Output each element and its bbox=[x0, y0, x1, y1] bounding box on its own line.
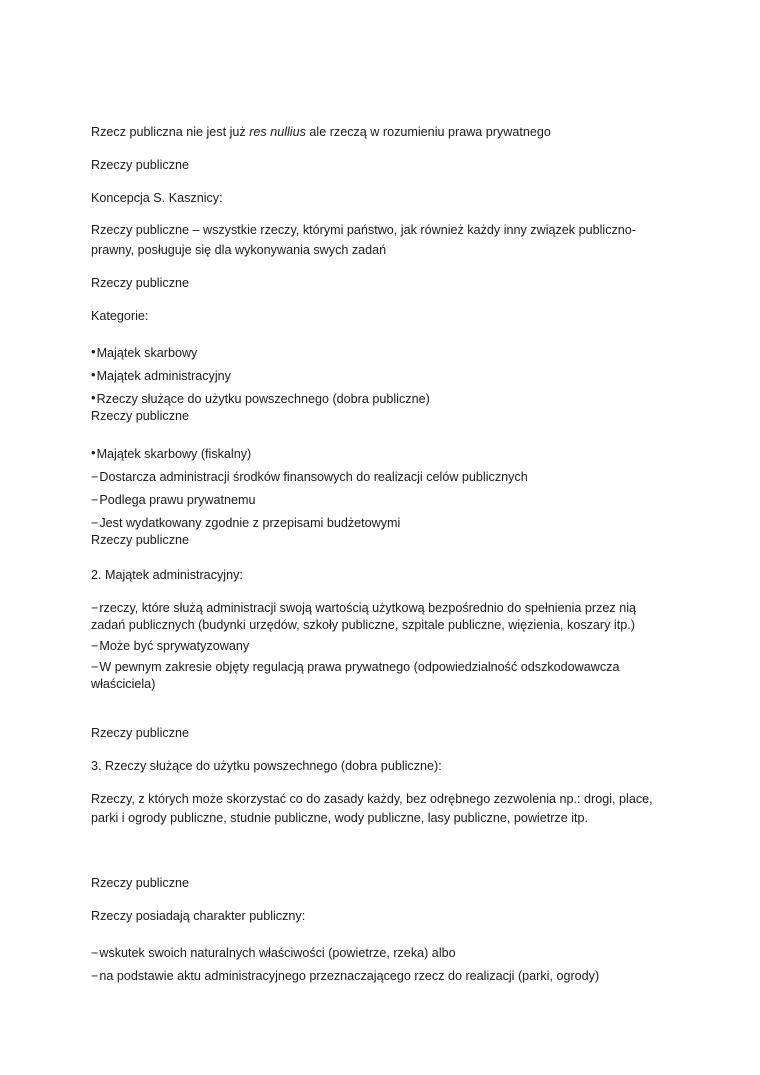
section-heading: Rzeczy publiczne bbox=[91, 726, 189, 740]
public-character-title: Rzeczy posiadają charakter publiczny: bbox=[91, 909, 306, 923]
section-heading: Rzeczy publiczne bbox=[91, 409, 189, 423]
section-heading: Rzeczy publiczne bbox=[91, 158, 189, 172]
admin-list-item-continuation: zadań publicznych (budynki urzędów, szkoły publiczne, szpitale publiczne, więzienia, koszary itp.) bbox=[91, 618, 635, 632]
section-heading: Rzeczy publiczne bbox=[91, 876, 189, 890]
concept-title: Koncepcja S. Kasznicy: bbox=[91, 191, 223, 205]
fiscal-list-item: − Jest wydatkowany zgodnie z przepisami budżetowymi bbox=[91, 514, 400, 532]
fiscal-title: • Majątek skarbowy (fiskalny) bbox=[91, 445, 251, 463]
admin-list-item-continuation: właściciela) bbox=[91, 677, 156, 691]
category-list-item: • Majątek skarbowy bbox=[91, 344, 197, 362]
admin-title: 2. Majątek administracyjny: bbox=[91, 568, 243, 582]
concept-paragraph: Rzeczy publiczne – wszystkie rzeczy, którymi państwo, jak również każdy inny związek publiczno-prawny, posługuje się dla wykonywania swych zadań bbox=[91, 223, 636, 257]
public-character-list-item: − wskutek swoich naturalnych właściwości (powietrze, rzeka) albo bbox=[91, 944, 456, 962]
fiscal-list-item: − Dostarcza administracji środków finansowych do realizacji celów publicznych bbox=[91, 468, 528, 486]
categories-title: Kategorie: bbox=[91, 309, 149, 323]
intro-paragraph: Rzecz publiczna nie jest już res nullius ale rzeczą w rozumieniu prawa prywatnego bbox=[91, 125, 551, 139]
common-use-title: 3. Rzeczy służące do użytku powszechnego (dobra publiczne): bbox=[91, 759, 442, 773]
fiscal-list-item: − Podlega prawu prywatnemu bbox=[91, 491, 255, 509]
admin-list-item: − W pewnym zakresie objęty regulacją prawa prywatnego (odpowiedzialność odszkodowawcza bbox=[91, 658, 619, 676]
category-list-item: • Rzeczy służące do użytku powszechnego (dobra publiczne) bbox=[91, 390, 430, 408]
section-heading: Rzeczy publiczne bbox=[91, 533, 189, 547]
common-use-paragraph-continuation: parki i ogrody publiczne, studnie publiczne, wody publiczne, lasy publiczne, powietrze itp. bbox=[91, 811, 589, 825]
admin-list-item: − Może być sprywatyzowany bbox=[91, 637, 249, 655]
category-list-item: • Majątek administracyjny bbox=[91, 367, 231, 385]
intro-italic-term: res nullius bbox=[249, 125, 306, 139]
common-use-paragraph: Rzeczy, z których może skorzystać co do zasady każdy, bez odrębnego zezwolenia np.: drogi, place, bbox=[91, 792, 653, 806]
admin-list-item: − rzeczy, które służą administracji swoją wartością użytkową bezpośrednio do spełnienia przez nią bbox=[91, 599, 636, 617]
section-heading: Rzeczy publiczne bbox=[91, 276, 189, 290]
public-character-list-item: − na podstawie aktu administracyjnego przeznaczającego rzecz do realizacji (parki, ogrody) bbox=[91, 967, 599, 985]
